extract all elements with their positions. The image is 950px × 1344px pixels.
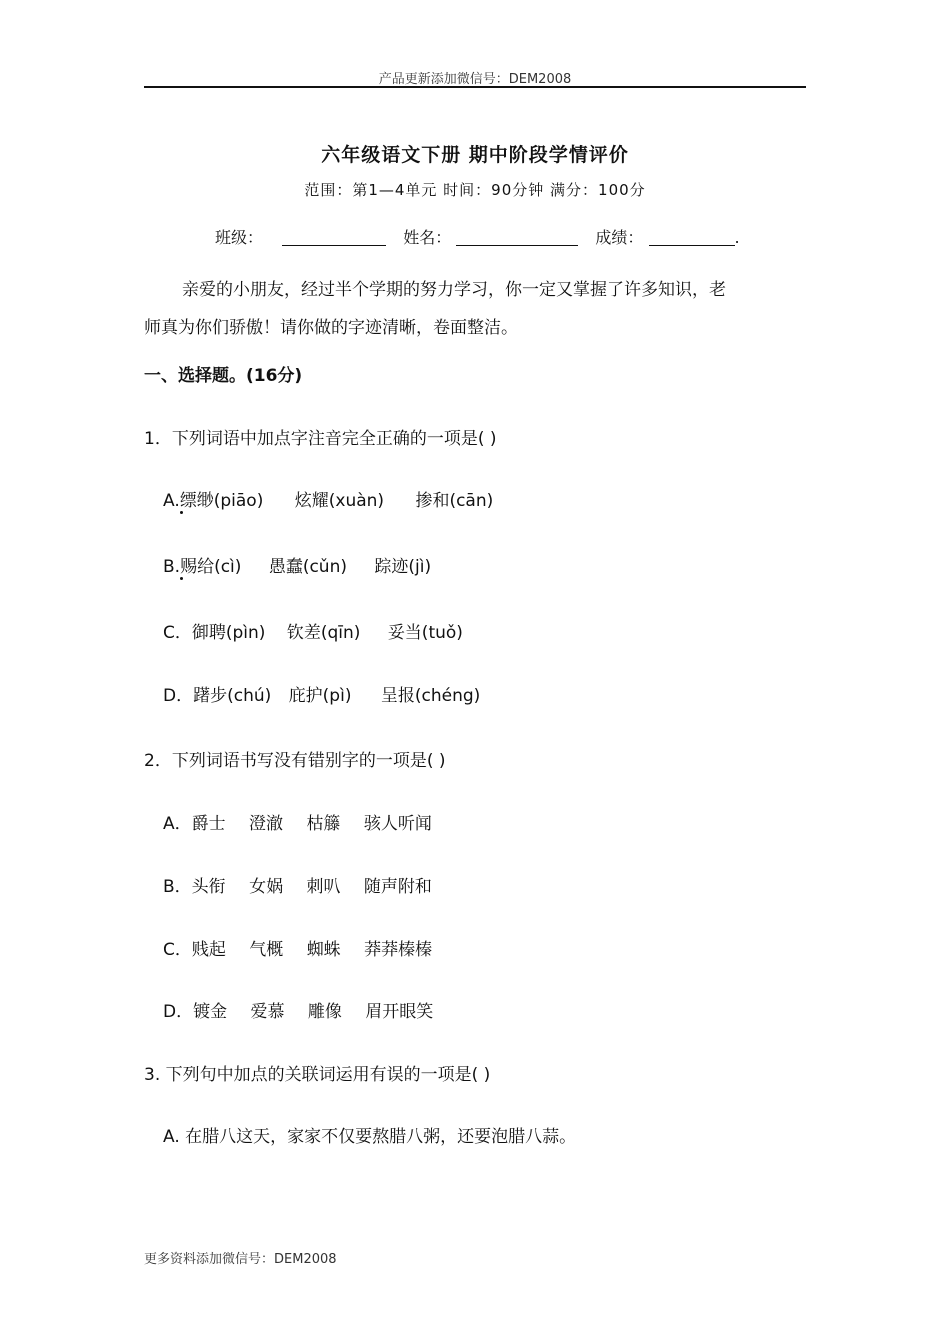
q3-option-a[interactable]: A. 在腊八这天，家家不仅要熬腊八粥，还要泡腊八蒜。 (163, 1127, 577, 1147)
option-item: 眉开眼笑 (365, 1002, 434, 1022)
q2-stem: 2．下列词语书写没有错别字的一项是( ) (144, 751, 446, 771)
option-item: 枯籐 (306, 814, 341, 834)
emphasis-dot-icon (180, 577, 183, 580)
option-item: 缥缈(piāo) (179, 491, 264, 511)
q1-option-d[interactable] (163, 681, 480, 706)
class-label: 班级： (215, 228, 264, 247)
option-label: D． (163, 686, 194, 706)
option-item: 骇人听闻 (363, 814, 432, 834)
option-label: C． (163, 623, 192, 643)
header-divider (144, 86, 806, 88)
option-item: 贱起 (191, 940, 226, 960)
option-item: 愚蠢(cǔn) (268, 557, 347, 577)
name-label: 姓名： (403, 228, 452, 247)
option-item: 踪迹(jì) (374, 557, 432, 577)
page-footer: 更多资料添加微信号：DEM2008 (144, 1252, 337, 1267)
option-item: 爵士 (191, 814, 226, 834)
exam-title: 六年级语文下册 期中阶段学情评价 (321, 144, 629, 166)
class-field[interactable] (282, 229, 386, 246)
option-item: 雕像 (307, 1002, 342, 1022)
option-item: 蜘蛛 (306, 940, 341, 960)
option-item: 御聘(pìn) (191, 623, 266, 643)
option-item: 女娲 (249, 877, 284, 897)
option-item: 钦差(qīn) (286, 623, 361, 643)
option-item: 呈报(chéng) (380, 686, 481, 706)
q3-stem: 3. 下列句中加点的关联词运用有误的一项是( ) (144, 1065, 491, 1085)
emphasis-dot-icon (180, 511, 183, 514)
q1-stem: 1．下列词语中加点字注音完全正确的一项是( ) (144, 429, 497, 449)
option-item: 炫耀(xuàn) (294, 491, 385, 511)
score-label: 成绩： (595, 228, 644, 247)
option-item: 气概 (249, 940, 284, 960)
page-header: 产品更新添加微信号：DEM2008 (378, 72, 572, 87)
option-item: 澄澈 (249, 814, 284, 834)
name-field[interactable] (456, 229, 578, 246)
score-field[interactable] (649, 229, 735, 246)
intro-line-2: 师真为你们骄傲！请你做的字迹清晰，卷面整洁。 (144, 318, 518, 338)
exam-subtitle: 范围：第1—4单元 时间：90分钟 满分：100分 (304, 181, 646, 199)
q2-option-b[interactable] (163, 872, 432, 897)
option-item: 赐给(cì) (180, 557, 242, 577)
option-item: 妥当(tuǒ) (387, 623, 463, 643)
option-item: 爱慕 (250, 1002, 285, 1022)
option-item: 刺叭 (306, 877, 341, 897)
option-item: 庇护(pì) (288, 686, 352, 706)
option-label: C． (163, 940, 192, 960)
option-item: 掺和(cān) (415, 491, 494, 511)
q2-option-a[interactable] (163, 809, 432, 834)
q2-option-c[interactable] (163, 935, 432, 960)
option-item: 头衔 (191, 877, 226, 897)
q1-option-b[interactable] (163, 552, 431, 577)
intro-line-1: 亲爱的小朋友，经过半个学期的努力学习，你一定又掌握了许多知识，老 (182, 280, 726, 300)
q2-option-d[interactable] (163, 997, 433, 1022)
q1-option-a[interactable] (163, 486, 493, 511)
q1-option-c[interactable] (163, 618, 463, 643)
option-label: A. (163, 491, 180, 511)
option-item: 随声附和 (363, 877, 432, 897)
info-end-mark: . (734, 228, 740, 247)
section-1-title: 一、选择题。(16分) (144, 366, 303, 386)
student-info-row (215, 225, 740, 248)
option-label: B． (163, 877, 192, 897)
option-label: B. (163, 557, 181, 577)
option-item: 镀金 (193, 1002, 228, 1022)
option-label: A． (163, 814, 192, 834)
option-item: 躇步(chú) (193, 686, 272, 706)
option-label: D． (163, 1002, 194, 1022)
option-item: 莽莽榛榛 (364, 940, 433, 960)
